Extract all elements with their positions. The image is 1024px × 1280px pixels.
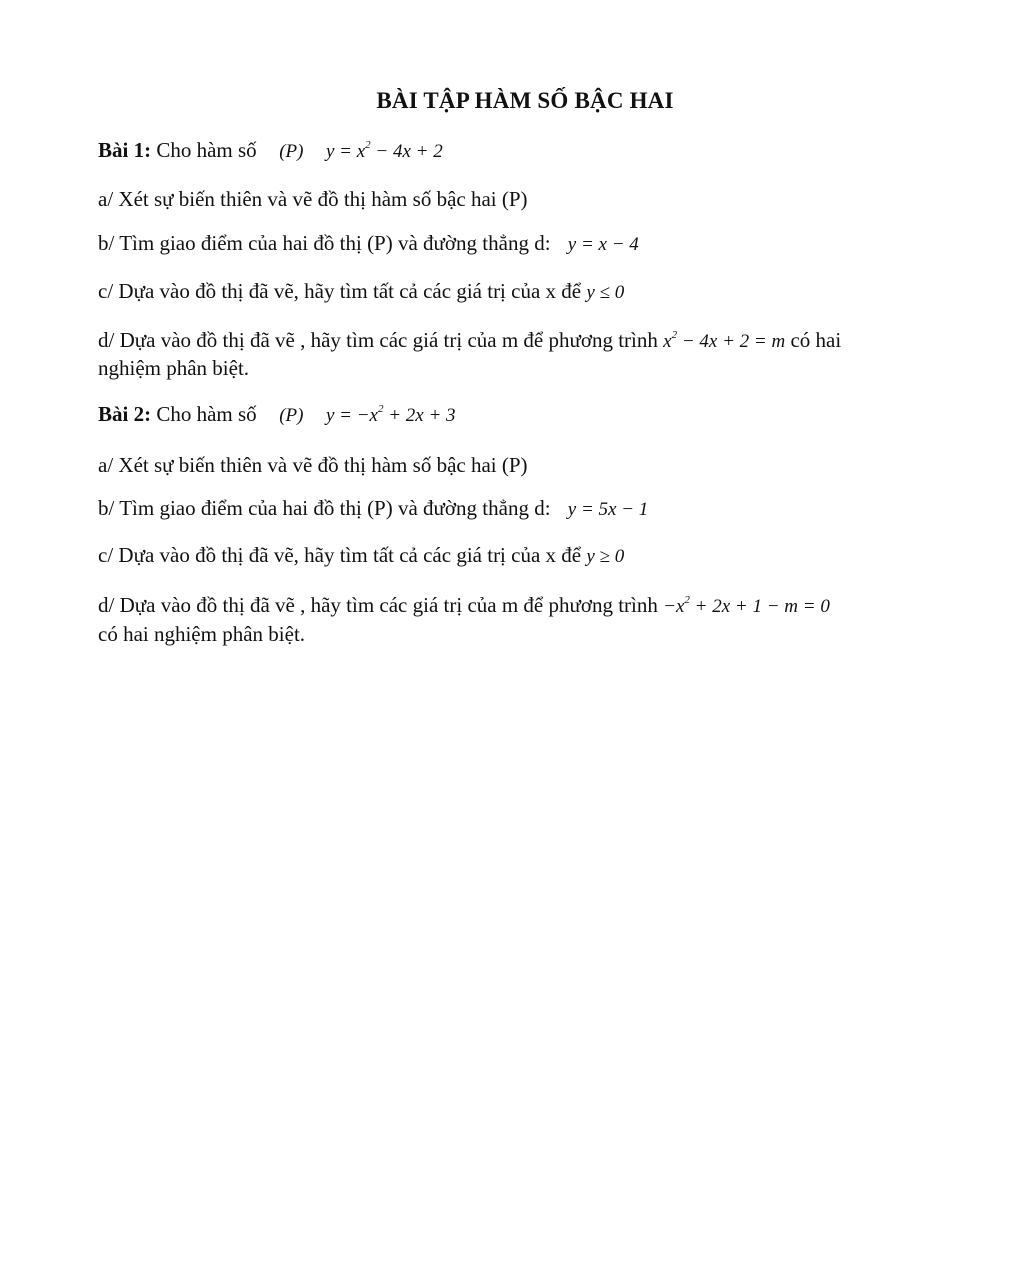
exercise-1-label: Bài 1: — [98, 138, 152, 162]
exercise-2-part-c: c/ Dựa vào đồ thị đã vẽ, hãy tìm tất cả các giá trị của x để y ≥ 0 — [98, 543, 625, 567]
exercise-2-label: Bài 2: — [98, 402, 152, 426]
exercise-1-part-d-cont: nghiệm phân biệt. — [98, 356, 250, 380]
exercise-2-p: (P) — [279, 405, 304, 426]
exercise-1-inequality: y ≤ 0 — [586, 282, 625, 303]
exercise-1-heading — [98, 136, 443, 166]
exercise-2-part-b: b/ Tìm giao điểm của hai đồ thị (P) và đường thẳng d: y = 5x − 1 — [98, 496, 649, 520]
document-title: BÀI TẬP HÀM SỐ BẬC HAI — [376, 88, 674, 113]
exercise-2-part-d-cont: có hai nghiệm phân biệt. — [98, 622, 306, 646]
exercise-2-d-equation: $-x^2 + 2x + 1 - m = 0$ — [663, 594, 830, 617]
exercise-2-part-a: a/ Xét sự biến thiên và vẽ đồ thị hàm số bậc hai (P) — [98, 453, 528, 477]
exercise-2-equation: $y = -x^2 + 2x + 3$ — [325, 403, 456, 426]
exercise-1-part-d: d/ Dựa vào đồ thị đã vẽ , hãy tìm các giá trị của m để phương trình $x^2 - 4x + 2 = m$ có hai — [98, 328, 842, 352]
exercise-2-heading — [98, 400, 456, 430]
exercise-1-p: (P) — [279, 141, 304, 162]
exercise-1-d-equation: $x^2 - 4x + 2 = m$ — [663, 329, 786, 352]
exercise-2-intro: Cho hàm số — [156, 402, 257, 426]
exercise-1-line-equation: y = x − 4 — [567, 234, 639, 255]
exercise-2-line-equation: y = 5x − 1 — [567, 499, 649, 520]
exercise-1-part-c: c/ Dựa vào đồ thị đã vẽ, hãy tìm tất cả các giá trị của x để y ≤ 0 — [98, 279, 625, 303]
exercise-1-part-a: a/ Xét sự biến thiên và vẽ đồ thị hàm số bậc hai (P) — [98, 187, 528, 211]
exercise-1-intro: Cho hàm số — [156, 138, 257, 162]
exercise-2-part-d: d/ Dựa vào đồ thị đã vẽ , hãy tìm các giá trị của m để phương trình $-x^2 + 2x + 1 - m = 0$ — [98, 593, 830, 617]
exercise-1-part-b: b/ Tìm giao điểm của hai đồ thị (P) và đường thẳng d: y = x − 4 — [98, 231, 639, 255]
exercise-1-equation: $y = x^2 - 4x + 2$ — [325, 139, 443, 162]
exercise-2-inequality: y ≥ 0 — [586, 546, 625, 567]
